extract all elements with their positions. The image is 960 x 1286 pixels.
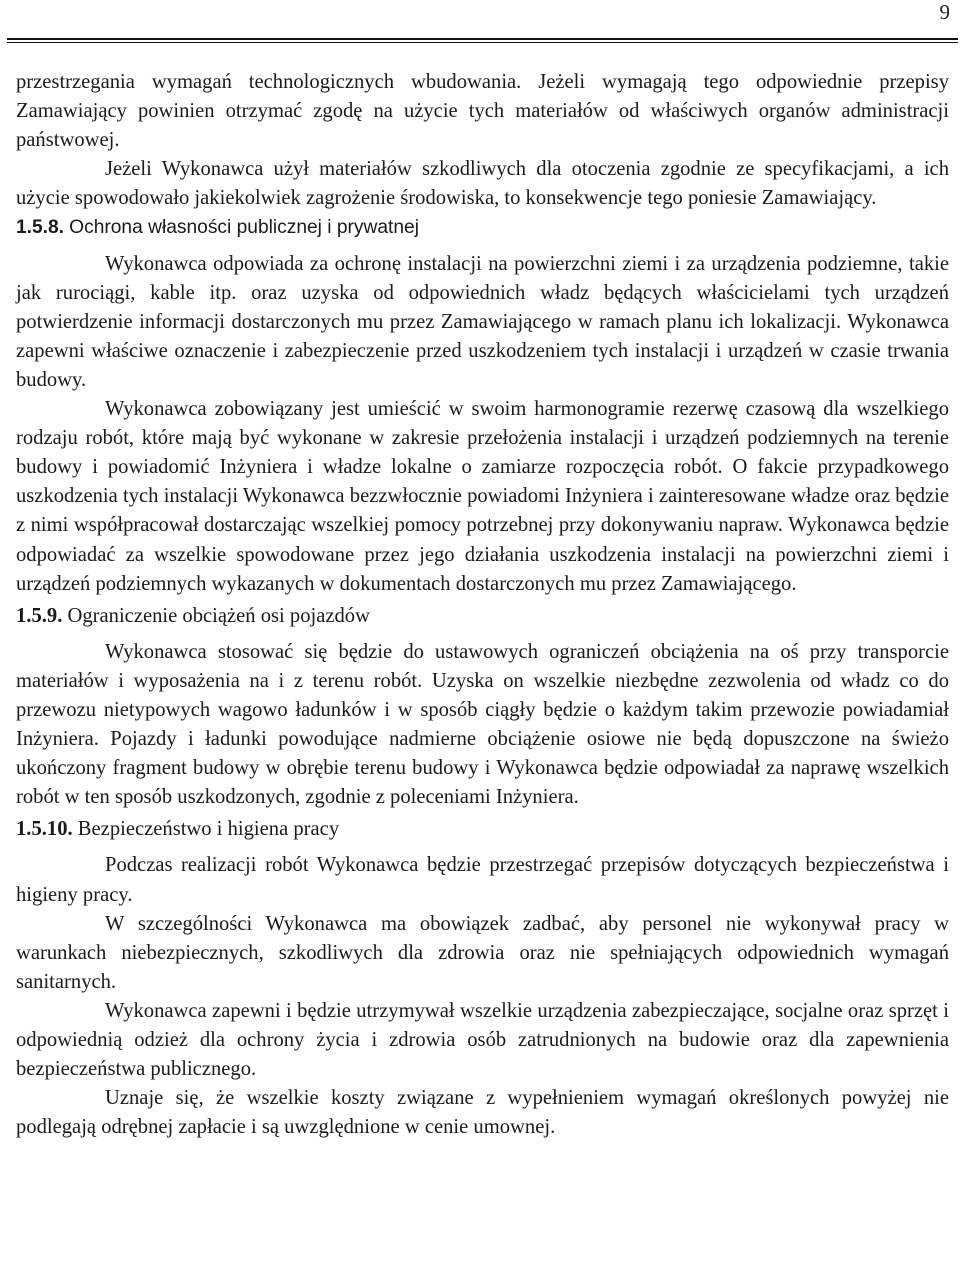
paragraph-axle-loads: Wykonawca stosować się będzie do ustawowych ograniczeń obciążenia na oś przy transporcie materiałów i wyposażenia na i z terenu robót. Uzyska on wszelkie niezbędne zezwolenia od władz co do przewozu nietypowych wagowo ładunków i w sposób ciągły będzie o każdym takim przewozie powiadamiał Inżyniera. Pojazdy i ładunki powodujące nadmierne obciążenie osiowe nie będą dopuszczone na świeżo ukończony fragment budowy w obrębie terenu budowy i Wykonawca będzie odpowiadał za naprawę wszelkich robót w ten sposób uszkodzonych, zgodnie z poleceniami Inżyniera.: [16, 640, 949, 809]
paragraph-protection-2: Wykonawca zobowiązany jest umieścić w swoim harmonogramie rezerwę czasową dla wszelkiego rodzaju robót, które mają być wykonane w zakresie przełożenia instalacji i urządzeń podziemnych na terenie budowy i powiadomić Inżyniera i władze lokalne o zamiarze rozpoczęcia robót. O fakcie przypadkowego uszkodzenia tych instalacji Wykonawca bezzwłocznie powiadomi Inżyniera i zainteresowane władze oraz będzie z nimi współpracował dostarczając wszelkiej pomocy potrzebnej przy dokonywaniu napraw. Wykonawca będzie odpowiadać za wszelkie spowodowane przez jego działania uszkodzenia instalacji na powierzchni ziemi i urządzeń podziemnych wykazanych w dokumentach dostarczonych mu przez Zamawiającego.: [16, 398, 949, 595]
paragraph-protection-1: Wykonawca odpowiada za ochronę instalacji na powierzchni ziemi i za urządzenia podziemne, takie jak rurociągi, kable itp. oraz uzyska od odpowiednich władz będących właścicielami tych urządzeń potwierdzenie informacji dostarczonych mu przez Zamawiającego w ramach planu ich lokalizacji. Wykonawca zapewni właściwe oznaczenie i zabezpieczenie przed uszkodzeniem tych instalacji i urządzeń w czasie trwania budowy.: [16, 252, 949, 391]
header-rule: [7, 38, 958, 40]
paragraph-continuation: przestrzegania wymagań technologicznych wbudowania. Jeżeli wymagają tego odpowiednie przepisy Zamawiający powinien otrzymać zgodę na użycie tych materiałów od właściwych organów administracji państwowej.: [16, 71, 949, 152]
paragraph-safety-2: W szczególności Wykonawca ma obowiązek zadbać, aby personel nie wykonywał pracy w warunkach niebezpiecznych, szkodliwych dla zdrowia oraz nie spełniających odpowiednich wymagań sanitarnych.: [16, 912, 949, 993]
section-heading-1-5-10: [16, 815, 949, 844]
paragraph-safety-4: Uznaje się, że wszelkie koszty związane z wypełnieniem wymagań określonych powyżej nie podlegają odrębnej zapłacie i są uwzględnione w cenie umownej.: [16, 1087, 949, 1139]
section-title: Ograniczenie obciążeń osi pojazdów: [67, 604, 370, 627]
page-number: 9: [939, 0, 950, 24]
paragraph-harmful-materials: Jeżeli Wykonawca użył materiałów szkodliwych dla otoczenia zgodnie ze specyfikacjami, a ich użycie spowodowało jakiekolwiek zagrożenie środowiska, to konsekwencje tego poniesie Zamawiający.: [16, 158, 949, 210]
section-number: 1.5.10.: [16, 818, 73, 841]
section-number: 1.5.8.: [16, 217, 65, 239]
section-heading-1-5-8: [16, 213, 949, 242]
section-number: 1.5.9.: [16, 604, 63, 627]
paragraph-safety-3: Wykonawca zapewni i będzie utrzymywał wszelkie urządzenia zabezpieczające, socjalne oraz sprzęt i odpowiednią odzież dla ochrony życia i zdrowia osób zatrudnionych na budowie oraz dla zapewnienia bezpieczeństwa publicznego.: [16, 999, 949, 1081]
section-heading-1-5-9: [16, 602, 949, 631]
paragraph-safety-1: Podczas realizacji robót Wykonawca będzie przestrzegać przepisów dotyczących bezpieczeństwa i higieny pracy.: [16, 854, 949, 906]
section-title: Ochrona własności publicznej i prywatnej: [69, 217, 419, 239]
section-title: Bezpieczeństwo i higiena pracy: [77, 818, 340, 841]
document-body: [16, 68, 949, 1142]
